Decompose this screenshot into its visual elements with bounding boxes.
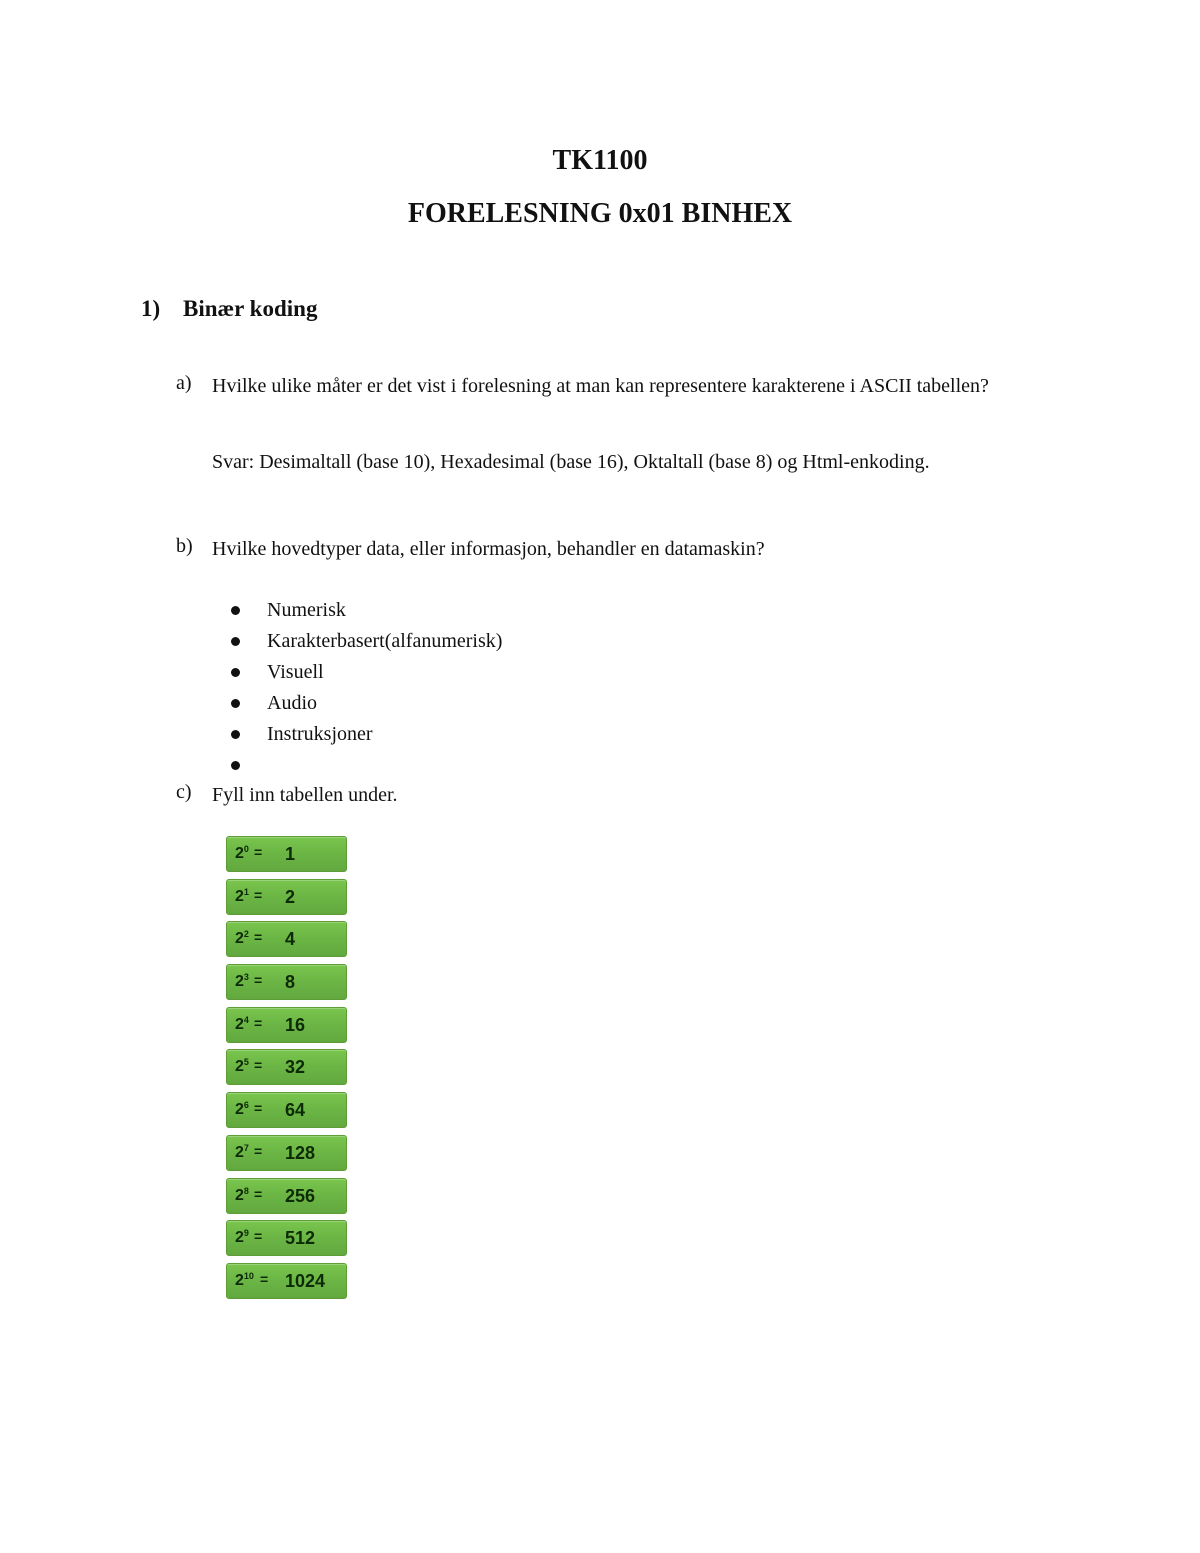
power-base-number: 2 (235, 887, 244, 905)
question-c-text: Fyll inn tabellen under. (212, 784, 398, 806)
document-title: TK1100 (552, 145, 648, 176)
power-base-number: 2 (235, 1015, 244, 1033)
list-item (230, 658, 502, 689)
bullet-icon (231, 699, 240, 708)
power-base-number: 2 (235, 1271, 244, 1289)
power-base (235, 887, 249, 906)
power-exponent: 9 (243, 1228, 249, 1239)
section-title: Binær koding (183, 296, 318, 321)
power-value: 2 (285, 886, 296, 907)
bullet-icon (231, 668, 240, 677)
section-number: 1) (141, 296, 161, 321)
power-base (235, 1186, 249, 1205)
power-base (235, 929, 249, 948)
power-equals: = (254, 1057, 263, 1074)
power-row (226, 1178, 347, 1214)
power-base-number: 2 (235, 845, 244, 862)
power-row (226, 836, 347, 872)
power-base-number: 2 (235, 1186, 244, 1204)
question-b-text: Hvilke hovedtyper data, eller informasjon, behandler en datamaskin? (212, 538, 765, 560)
power-exponent: 8 (243, 1185, 249, 1196)
power-base (235, 1057, 249, 1076)
list-item-text: Visuell (267, 661, 324, 683)
power-base (235, 1100, 249, 1119)
power-value: 128 (285, 1142, 316, 1163)
power-base (235, 1143, 249, 1162)
power-exponent: 2 (243, 929, 249, 940)
power-base-number: 2 (235, 1101, 244, 1119)
power-exponent: 7 (243, 1142, 249, 1153)
power-row (226, 964, 347, 1000)
power-equals: = (254, 1228, 263, 1245)
power-exponent: 6 (243, 1100, 249, 1111)
list-item-text: Karakterbasert(alfanumerisk) (267, 630, 503, 652)
power-base-number: 2 (235, 973, 244, 991)
document-subtitle: FORELESNING 0x01 BINHEX (407, 198, 793, 229)
power-row (226, 1220, 347, 1256)
powers-of-two-table (226, 836, 347, 1306)
power-equals: = (254, 972, 263, 989)
list-item (230, 627, 502, 658)
power-base (235, 1015, 249, 1034)
power-value: 64 (285, 1100, 306, 1121)
power-row (226, 1007, 347, 1043)
bullet-icon (231, 730, 240, 739)
power-equals: = (260, 1270, 269, 1287)
power-value: 8 (285, 972, 296, 993)
list-item (230, 720, 502, 751)
power-base (235, 1228, 249, 1247)
power-base-number: 2 (235, 930, 244, 948)
power-exponent: 5 (243, 1057, 249, 1068)
list-item-text: Audio (267, 692, 317, 714)
power-value: 1 (285, 844, 296, 864)
power-equals: = (254, 929, 263, 946)
power-base (235, 1271, 254, 1290)
power-equals: = (254, 1142, 263, 1159)
power-exponent: 3 (243, 972, 249, 983)
data-types-list (230, 596, 502, 782)
question-a-text: Hvilke ulike måter er det vist i forelesning at man kan representere karakterene i ASCII tabellen? (212, 375, 989, 397)
power-row (226, 921, 347, 957)
power-row (226, 879, 347, 915)
power-equals: = (254, 844, 263, 860)
list-item-text: Numerisk (267, 599, 346, 621)
question-a-label: a) (176, 372, 192, 394)
power-row (226, 1263, 347, 1299)
power-base (235, 972, 249, 991)
power-equals: = (254, 1185, 263, 1202)
question-c-label: c) (176, 781, 192, 803)
bullet-icon (231, 761, 240, 770)
power-value: 4 (285, 929, 296, 950)
power-equals: = (254, 886, 263, 903)
question-b-label: b) (176, 535, 193, 557)
power-value: 1024 (285, 1270, 326, 1291)
power-equals: = (254, 1100, 263, 1117)
list-item (230, 596, 502, 627)
power-equals: = (254, 1014, 263, 1031)
power-value: 512 (285, 1228, 316, 1249)
bullet-icon (231, 606, 240, 615)
power-row (226, 1092, 347, 1128)
power-exponent: 0 (243, 844, 249, 854)
power-base-number: 2 (235, 1058, 244, 1076)
list-item-text: Instruksjoner (267, 723, 373, 745)
power-exponent: 4 (243, 1014, 249, 1025)
list-item (230, 689, 502, 720)
power-row (226, 1049, 347, 1085)
power-exponent: 1 (243, 886, 249, 897)
power-base (235, 844, 249, 863)
power-base-number: 2 (235, 1229, 244, 1247)
power-row (226, 1135, 347, 1171)
power-exponent: 10 (243, 1270, 254, 1281)
power-value: 32 (285, 1057, 306, 1078)
question-a-answer: Svar: Desimaltall (base 10), Hexadesimal (base 16), Oktaltall (base 8) og Html-enkoding. (212, 451, 930, 473)
bullet-icon (231, 637, 240, 646)
power-base-number: 2 (235, 1143, 244, 1161)
power-value: 16 (285, 1014, 306, 1035)
power-value: 256 (285, 1185, 316, 1206)
list-item (230, 751, 502, 782)
